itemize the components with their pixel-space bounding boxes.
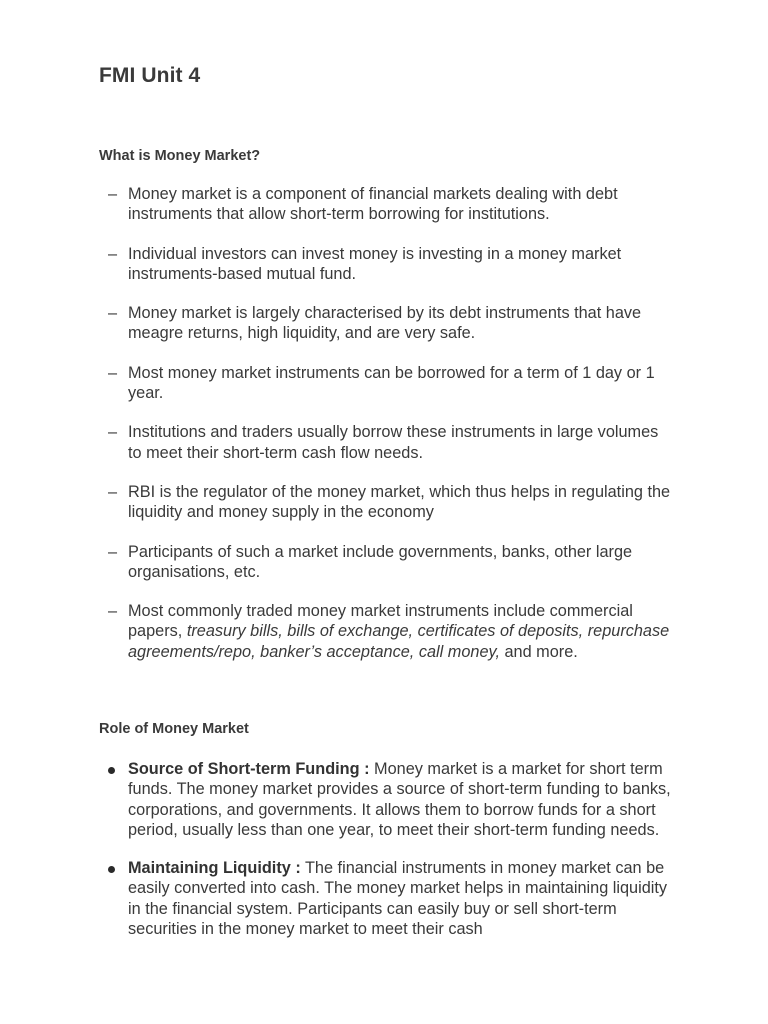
list-item	[0, 363, 673, 404]
list-item	[0, 244, 673, 285]
dash-marker: –	[108, 304, 118, 323]
list-item	[0, 759, 673, 840]
document-title: FMI Unit 4	[99, 64, 201, 87]
dash-marker: –	[108, 244, 118, 263]
dash-marker: –	[108, 185, 118, 203]
bullet-icon	[108, 866, 115, 873]
list-item-text: Individual investors can invest money is investing in a money market instruments-based mutual fund.	[128, 244, 622, 283]
bullet-icon	[108, 767, 115, 774]
list-item	[0, 858, 673, 939]
list-item-text-italic: treasury bills, bills of exchange, certificates of deposits, repurchase agreements/repo, banker’s acceptance, call money,	[128, 622, 670, 661]
section-heading-what-is-money-market: What is Money Market?	[99, 148, 261, 164]
list-item-text: Money market is a market for short term funds. The money market provides a source of short-term funding to banks, corporations, and governments. It allows them to borrow funds for a short period, usually less than one year, to meet their short-term funding needs.	[128, 760, 671, 839]
list-item-term: Maintaining Liquidity :	[128, 859, 301, 878]
role-of-money-market-list	[0, 759, 768, 957]
list-item	[0, 542, 673, 583]
list-item-text: Most money market instruments can be borrowed for a term of 1 day or 1 year.	[128, 363, 655, 403]
dash-marker: –	[108, 602, 118, 621]
money-market-definition-list	[0, 184, 768, 681]
list-item	[0, 482, 673, 523]
list-item-text: RBI is the regulator of the money market, which thus helps in regulating the liquidity and money supply in the economy	[128, 482, 671, 522]
list-item-text: Money market is largely characterised by its debt instruments that have meagre returns, high liquidity, and are very safe.	[128, 304, 642, 343]
dash-marker: –	[108, 423, 118, 442]
section-heading-role-of-money-market: Role of Money Market	[99, 721, 249, 737]
list-item-text: Money market is a component of financial markets dealing with debt instruments that allow short-term borrowing for institutions.	[128, 185, 618, 224]
dash-marker: –	[108, 482, 118, 501]
list-item-term: Source of Short-term Funding :	[128, 760, 370, 778]
list-item-text: The financial instruments in money market can be easily converted into cash. The money market helps in maintaining liquidity in the financial system. Participants can easily buy or sell short-term securities in the money market to meet their cash	[128, 859, 668, 939]
list-item-text: Participants of such a market include governments, banks, other large organisations, etc.	[128, 542, 633, 581]
dash-marker: –	[108, 542, 118, 561]
list-item-text-plain: Most commonly traded money market instruments include commercial papers,	[128, 602, 633, 641]
dash-marker: –	[108, 363, 118, 382]
list-item	[0, 184, 673, 225]
list-item	[0, 601, 673, 662]
list-item	[0, 303, 673, 344]
list-item	[0, 422, 673, 463]
list-item-text-plain-end: and more.	[499, 642, 578, 661]
list-item-text: Institutions and traders usually borrow these instruments in large volumes to meet their short-term cash flow needs.	[128, 423, 659, 462]
